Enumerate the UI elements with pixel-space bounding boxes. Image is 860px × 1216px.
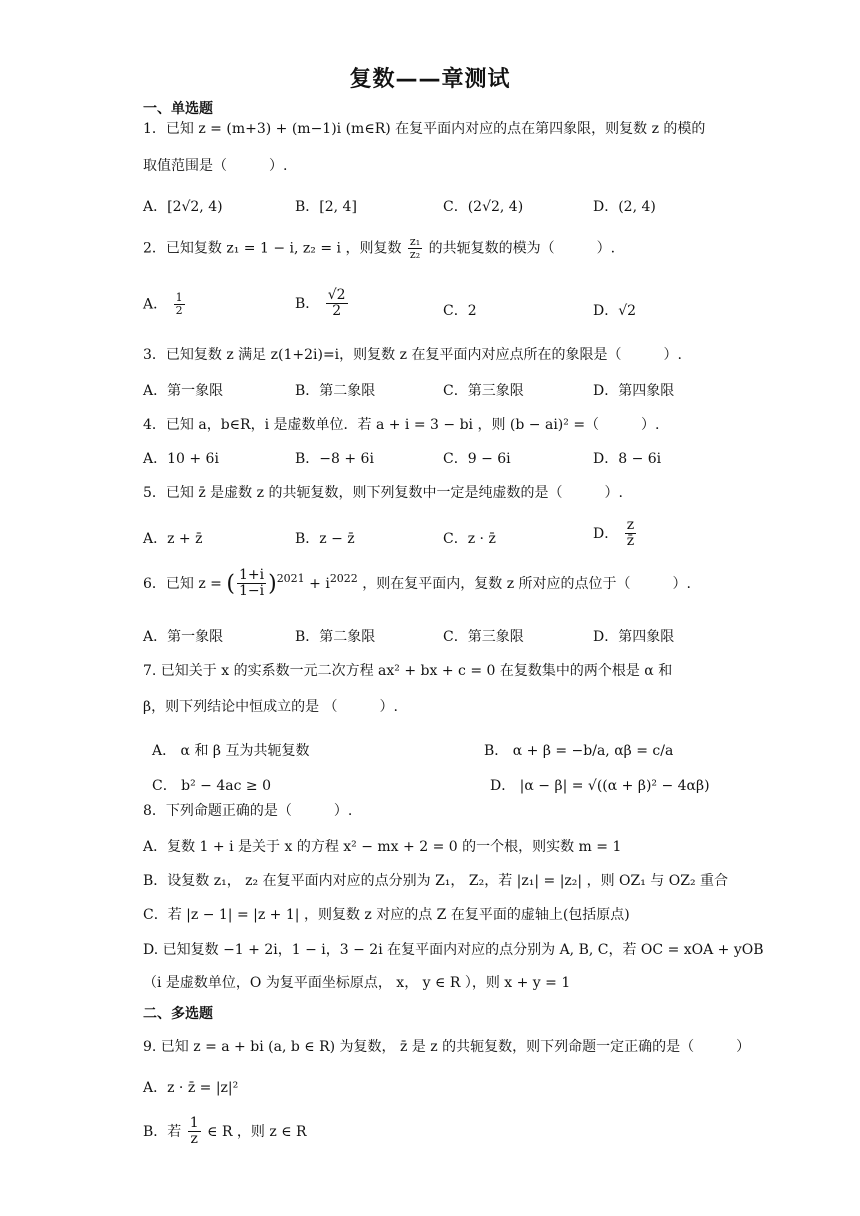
question-9-option-a: A．z · z̄ = |z|²	[143, 1080, 239, 1096]
question-5-option-c: C．z · z̄	[443, 531, 496, 547]
question-6-mid: + i	[309, 575, 330, 592]
question-2-option-b	[295, 288, 350, 320]
question-5-option-d-label: D．	[593, 525, 619, 542]
question-7-option-c: C． b² − 4ac ≥ 0	[152, 778, 271, 794]
question-2-option-b-label: B．	[295, 295, 320, 312]
question-7-text-cont: β，则下列结论中恒成立的是 （ ）.	[143, 699, 398, 715]
question-6-exponent-2: 2022	[329, 572, 358, 586]
question-2-text-pre: 2．已知复数 z₁ = 1 − i, z₂ = i ，则复数	[143, 240, 402, 257]
question-2-fraction-num: z₁	[409, 235, 421, 248]
question-6-close-paren: )	[268, 571, 277, 597]
question-6-fraction	[237, 568, 266, 600]
question-6-option-b: B．第二象限	[295, 629, 376, 645]
question-9-text: 9. 已知 z = a + bi (a, b ∈ R) 为复数， z̄ 是 z 的共轭复数，则下列命题一定正确的是（ ）	[143, 1039, 751, 1055]
question-2-option-c: C．2	[443, 303, 477, 319]
question-2-fraction	[408, 236, 422, 261]
question-7-text: 7. 已知关于 x 的实系数一元二次方程 ax² + bx + c = 0 在复数集中的两个根是 α 和	[143, 663, 673, 679]
question-9-option-b-post: ∈ R ，则 z ∈ R	[207, 1123, 307, 1140]
question-7-option-b: B． α + β = −b/a, αβ = c/a	[484, 743, 674, 759]
question-6-text-post: ，则在复平面内，复数 z 所对应的点位于（ ）.	[362, 575, 691, 592]
question-3-option-a: A．第一象限	[143, 383, 224, 399]
question-2-option-b-num: √2	[327, 287, 346, 303]
question-2-option-b-den: 2	[332, 303, 342, 320]
question-1-text: 1．已知 z = (m+3) + (m−1)i (m∈R) 在复平面内对应的点在第四象限，则复数 z 的模的	[143, 121, 706, 137]
question-5-option-d-num: z	[626, 517, 635, 533]
question-2-option-a-label: A．	[143, 296, 168, 313]
question-3-option-b: B．第二象限	[295, 383, 376, 399]
question-3-option-d: D．第四象限	[593, 383, 675, 399]
question-8-text: 8．下列命题正确的是（ ）.	[143, 803, 353, 819]
question-4-option-d: D．8 − 6i	[593, 451, 662, 467]
section-heading-single-choice: 一、单选题	[143, 101, 213, 117]
question-5-option-d	[593, 518, 638, 550]
question-2-option-b-fraction	[326, 288, 348, 320]
question-1-option-c: C．(2√2, 4)	[443, 199, 524, 215]
question-9-option-b-num: 1	[189, 1115, 199, 1131]
question-4-option-b: B．−8 + 6i	[295, 451, 374, 467]
question-1-option-d: D．(2, 4)	[593, 199, 656, 215]
question-2-option-a-den: 2	[175, 304, 183, 318]
question-7-option-a: A． α 和 β 互为共轭复数	[152, 743, 310, 759]
question-2-option-d: D．√2	[593, 303, 637, 319]
question-6-exponent-1: 2021	[276, 572, 305, 586]
question-5-option-d-fraction	[625, 518, 636, 550]
question-4-option-c: C．9 − 6i	[443, 451, 511, 467]
question-4-option-a: A．10 + 6i	[143, 451, 219, 467]
page-title: 复数——章测试	[349, 67, 511, 92]
question-9-option-b	[143, 1116, 307, 1148]
question-1-option-b: B．[2, 4]	[295, 199, 357, 215]
question-8-option-c: C．若 |z − 1| = |z + 1| ，则复数 z 对应的点 Z 在复平面的虚轴上(包括原点)	[143, 907, 630, 923]
question-4-text: 4．已知 a，b∈R，i 是虚数单位．若 a + i = 3 − bi ，则 (b − ai)² =（ ）.	[143, 417, 660, 433]
question-7-option-d: D． |α − β| = √((α + β)² − 4αβ)	[490, 778, 710, 794]
question-3-text: 3．已知复数 z 满足 z(1+2i)=i，则复数 z 在复平面内对应点所在的象限是（ ）.	[143, 347, 682, 363]
question-9-option-b-pre: B．若	[143, 1123, 182, 1140]
question-2-text	[143, 236, 615, 261]
question-6-fraction-den: 1−i	[238, 583, 265, 600]
question-8-option-d-cont: （i 是虚数单位，O 为复平面坐标原点， x， y ∈ R ），则 x + y = 1	[143, 975, 571, 991]
question-2-text-post: 的共轭复数的模为（ ）.	[428, 240, 616, 257]
question-8-option-b: B．设复数 z₁， z₂ 在复平面内对应的点分别为 Z₁， Z₂，若 |z₁| = |z₂| ，则 OZ₁ 与 OZ₂ 重合	[143, 873, 729, 889]
question-2-option-a-fraction	[174, 292, 185, 317]
question-8-option-a: A．复数 1 + i 是关于 x 的方程 x² − mx + 2 = 0 的一个根，则实数 m = 1	[143, 839, 622, 855]
question-1-text-cont: 取值范围是（ ）.	[143, 158, 288, 174]
question-6-open-paren: (	[226, 571, 235, 597]
question-5-option-b: B．z − z̄	[295, 531, 355, 547]
question-5-text: 5．已知 z̄ 是虚数 z 的共轭复数，则下列复数中一定是纯虚数的是（ ）.	[143, 485, 623, 501]
question-6-text-pre: 6．已知 z =	[143, 575, 222, 592]
section-heading-multiple-choice: 二、多选题	[143, 1006, 213, 1022]
question-9-option-b-den: z	[190, 1131, 198, 1148]
question-3-option-c: C．第三象限	[443, 383, 524, 399]
question-6-option-d: D．第四象限	[593, 629, 675, 645]
question-8-option-d: D. 已知复数 −1 + 2i，1 − i，3 − 2i 在复平面内对应的点分别为 A, B, C，若 OC = xOA + yOB	[143, 942, 764, 958]
question-2-fraction-den: z₂	[409, 248, 421, 262]
question-2-option-a	[143, 292, 187, 317]
question-5-option-a: A．z + z̄	[143, 531, 203, 547]
question-6-text	[143, 568, 691, 600]
question-5-option-d-den: z̄	[626, 533, 635, 550]
question-9-option-b-fraction	[188, 1116, 201, 1148]
question-6-option-c: C．第三象限	[443, 629, 524, 645]
question-1-option-a: A．[2√2, 4)	[143, 199, 223, 215]
question-6-option-a: A．第一象限	[143, 629, 224, 645]
question-2-option-a-num: 1	[175, 291, 183, 304]
question-6-fraction-num: 1+i	[238, 567, 265, 583]
